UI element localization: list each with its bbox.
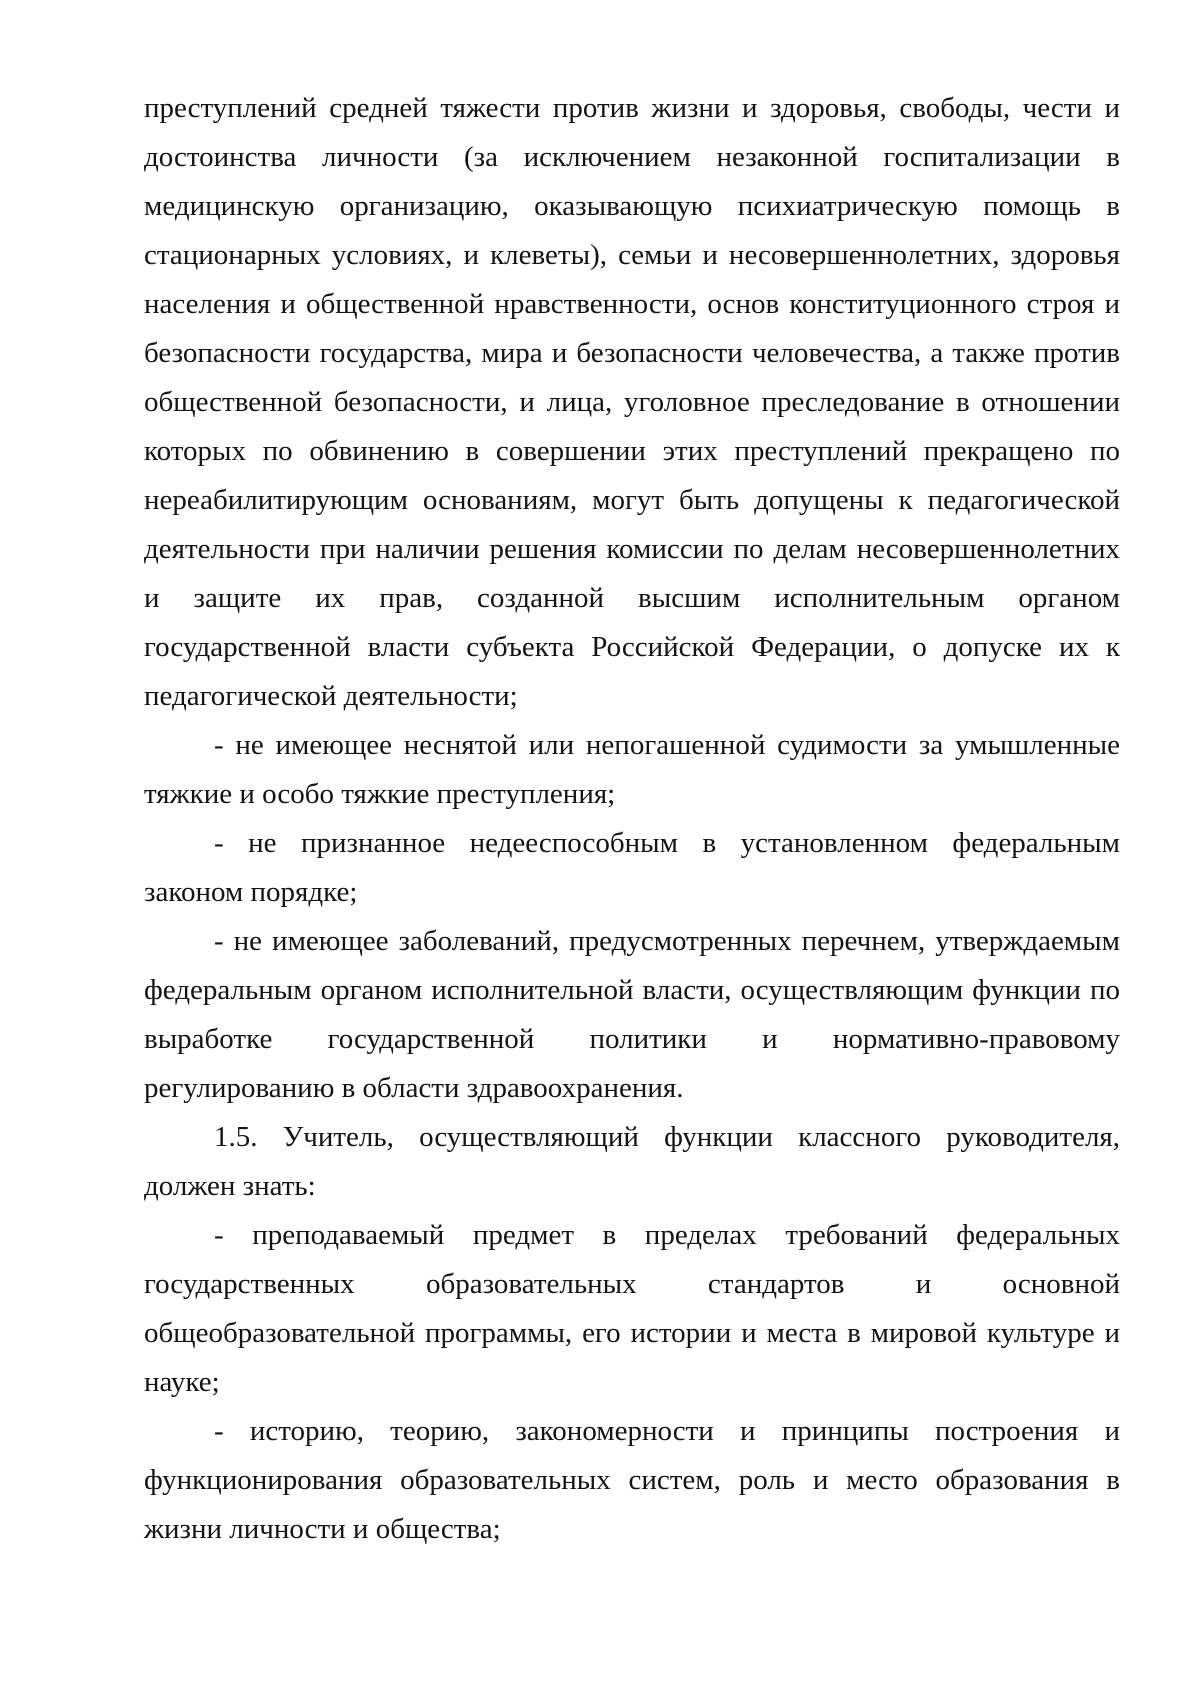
paragraph-not-incapacitated: - не признанное недееспособным в установленном федеральным законом порядке; bbox=[144, 827, 1120, 908]
paragraph-subject-knowledge: - преподаваемый предмет в пределах требований федеральных государственных образовательных стандартов и основной общеобразовательной программы, его истории и места в мировой культуре и науке; bbox=[144, 1219, 1120, 1398]
paragraph-education-systems: - историю, теорию, закономерности и принципы построения и функционирования образовательных систем, роль и место образования в жизни личности и общества; bbox=[144, 1415, 1120, 1545]
paragraph-continuation-crimes: преступлений средней тяжести против жизни и здоровья, свободы, чести и достоинства личности (за исключением незаконной госпитализации в медицинскую организацию, оказывающую психиатрическую помощь в стационарных условиях, и клеветы), семьи и несовершеннолетних, здоровья населения и общественной нравственности, основ конституционного строя и безопасности государства, мира и безопасности человечества, а также против общественной безопасности, и лица, уголовное преследование в отношении которых по обвинению в совершении этих преступлений прекращено по нереабилитирующим основаниям, могут быть допущены к педагогической деятельности при наличии решения комиссии по делам несовершеннолетних и защите их прав, созданной высшим исполнительным органом государственной власти субъекта Российской Федерации, о допуске их к педагогической деятельности; bbox=[144, 92, 1120, 712]
paragraph-section-1-5: 1.5. Учитель, осуществляющий функции классного руководителя, должен знать: bbox=[144, 1121, 1120, 1202]
document-body bbox=[144, 84, 1120, 1554]
paragraph-no-conviction: - не имеющее неснятой или непогашенной судимости за умышленные тяжкие и особо тяжкие преступления; bbox=[144, 729, 1120, 810]
paragraph-no-diseases: - не имеющее заболеваний, предусмотренных перечнем, утверждаемым федеральным органом исполнительной власти, осуществляющим функции по выработке государственной политики и нормативно-правовому регулированию в области здравоохранения. bbox=[144, 925, 1120, 1104]
